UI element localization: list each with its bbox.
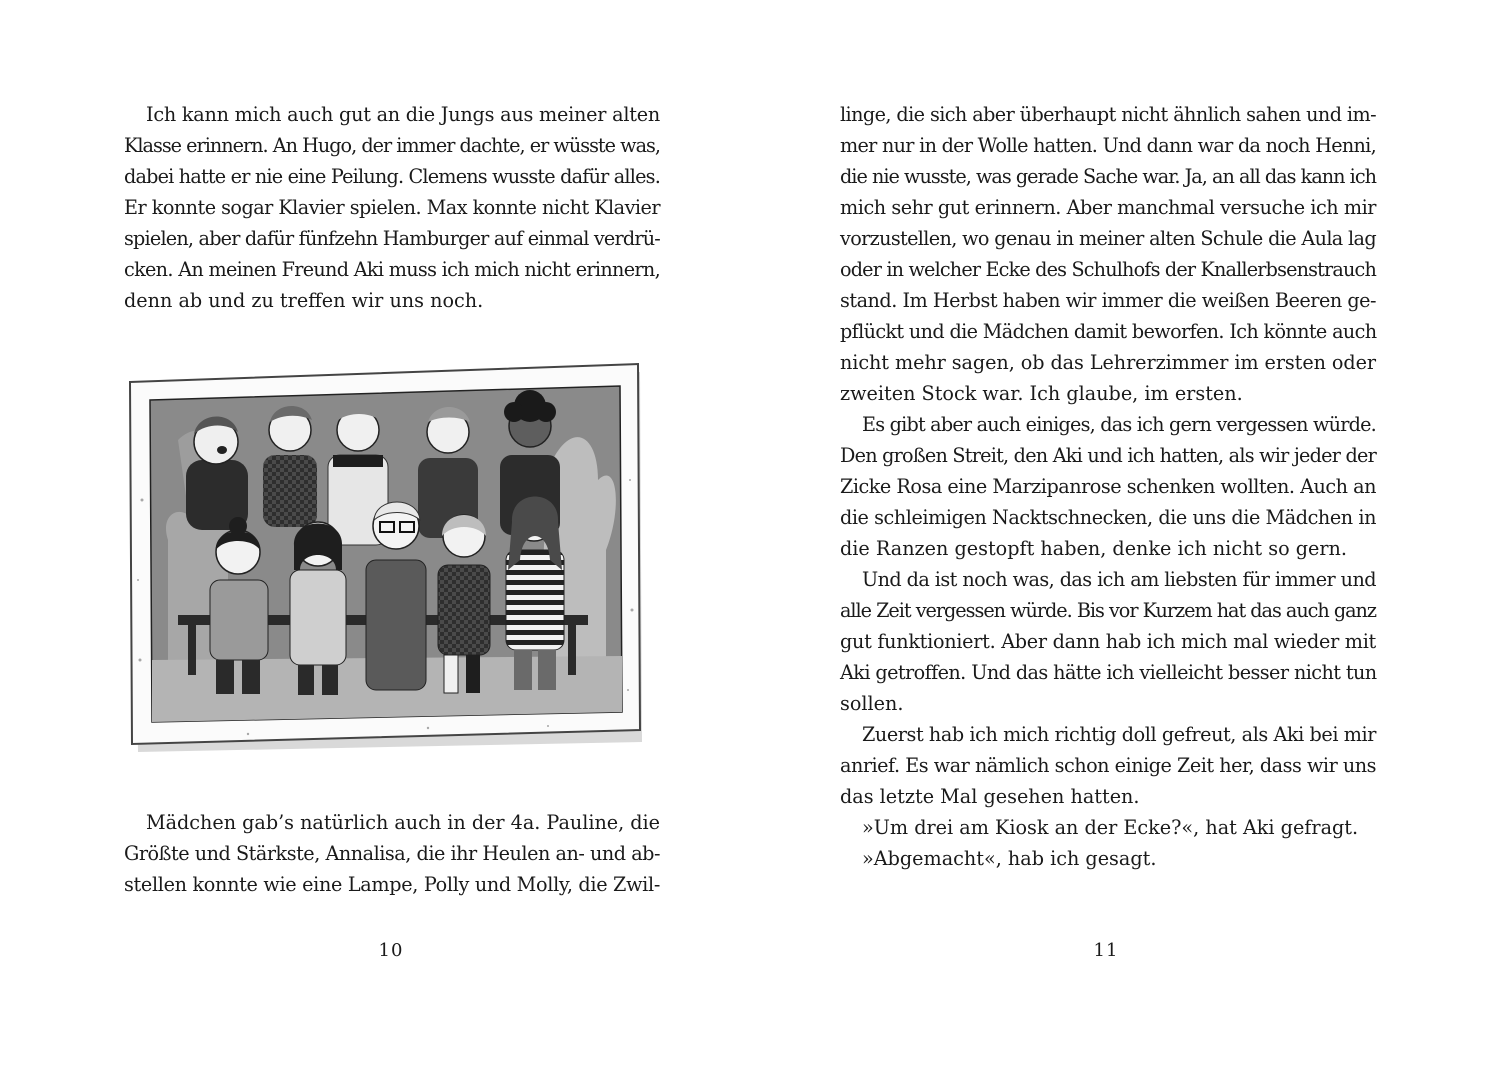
paragraph [840,564,1376,719]
text-line: stellen konnte wie eine Lampe, Polly und Molly, die Zwil- [124,873,660,896]
paragraph [840,409,1376,564]
text-line: linge, die sich aber überhaupt nicht ähnlich sahen und im- [840,103,1376,126]
text-line: denn ab und zu treffen wir uns noch. [124,289,484,312]
text-line: Es gibt aber auch einiges, das ich gern vergessen würde. [862,413,1376,436]
text-line: die schleimigen Nacktschnecken, die uns die Mädchen in [840,506,1376,529]
text-line: das letzte Mal gesehen hatten. [840,785,1140,808]
text-line: alle Zeit vergessen würde. Bis vor Kurzem hat das auch ganz [840,599,1376,622]
text-line: spielen, aber dafür fünfzehn Hamburger auf einmal verdrü- [124,227,660,250]
text-line: mich sehr gut erinnern. Aber manchmal versuche ich mir [840,196,1376,219]
text-line: Aki getroffen. Und das hätte ich vielleicht besser nicht tun [840,661,1377,684]
text-line: Größte und Stärkste, Annalisa, die ihr Heulen an- und ab- [124,842,660,865]
bench-leg [568,625,576,675]
text-line: Zuerst hab ich mich richtig doll gefreut, als Aki bei mir [862,723,1376,746]
text-line: die nie wusste, was gerade Sache war. Ja, an all das kann ich [840,165,1376,188]
page-number-left: 10 [378,940,404,961]
text-line: pflückt und die Mädchen damit beworfen. Ich könnte auch [840,320,1377,343]
class-photo-illustration [128,360,646,755]
text-line: Und da ist noch was, das ich am liebsten für immer und [862,568,1376,591]
text-line: stand. Im Herbst haben wir immer die weißen Beeren ge- [840,289,1376,312]
paragraph [840,99,1376,409]
text-line: mer nur in der Wolle hatten. Und dann war da noch Henni, [840,134,1376,157]
child-back-2 [263,406,317,527]
paragraph [840,843,1376,874]
text-line: oder in welcher Ecke des Schulhofs der Knallerbsenstrauch [840,258,1376,281]
paragraph [840,719,1376,812]
text-line: sollen. [840,692,904,715]
paragraph [124,807,660,900]
right-text [840,99,1376,874]
text-line: anrief. Es war nämlich schon einige Zeit her, dass wir uns [840,754,1377,777]
text-line: Den großen Streit, den Aki und ich hatten, als wir jeder der [840,444,1376,467]
text-line: »Abgemacht«, hab ich gesagt. [862,847,1157,870]
text-line: Zicke Rosa eine Marzipanrose schenken wollten. Auch an [840,475,1376,498]
left-paragraph-2 [124,807,660,900]
page-number-right: 11 [1093,940,1119,961]
right-page [750,0,1500,1086]
bench-leg [188,625,196,675]
text-line: Er konnte sogar Klavier spielen. Max konnte nicht Klavier [124,196,660,219]
text-line: dabei hatte er nie eine Peilung. Clemens wusste dafür alles. [124,165,660,188]
text-line: Mädchen gab’s natürlich auch in der 4a. Pauline, die [146,811,660,834]
text-line: cken. An meinen Freund Aki muss ich mich nicht erinnern, [124,258,660,281]
text-line: vorzustellen, wo genau in meiner alten Schule die Aula lag [840,227,1376,250]
text-line: gut funktioniert. Aber dann hab ich mich mal wieder mit [840,630,1376,653]
paragraph [840,812,1376,843]
text-line: nicht mehr sagen, ob das Lehrerzimmer im ersten oder [840,351,1376,374]
text-line: »Um drei am Kiosk an der Ecke?«, hat Aki gefragt. [862,816,1359,839]
left-paragraph-1 [124,99,660,316]
paragraph [124,99,660,316]
text-line: Ich kann mich auch gut an die Jungs aus meiner alten [146,103,660,126]
text-line: Klasse erinnern. An Hugo, der immer dachte, er wüsste was, [124,134,660,157]
text-line: zweiten Stock war. Ich glaube, im ersten. [840,382,1243,405]
child-front-3 [366,502,426,690]
text-line: die Ranzen gestopft haben, denke ich nicht so gern. [840,537,1347,560]
